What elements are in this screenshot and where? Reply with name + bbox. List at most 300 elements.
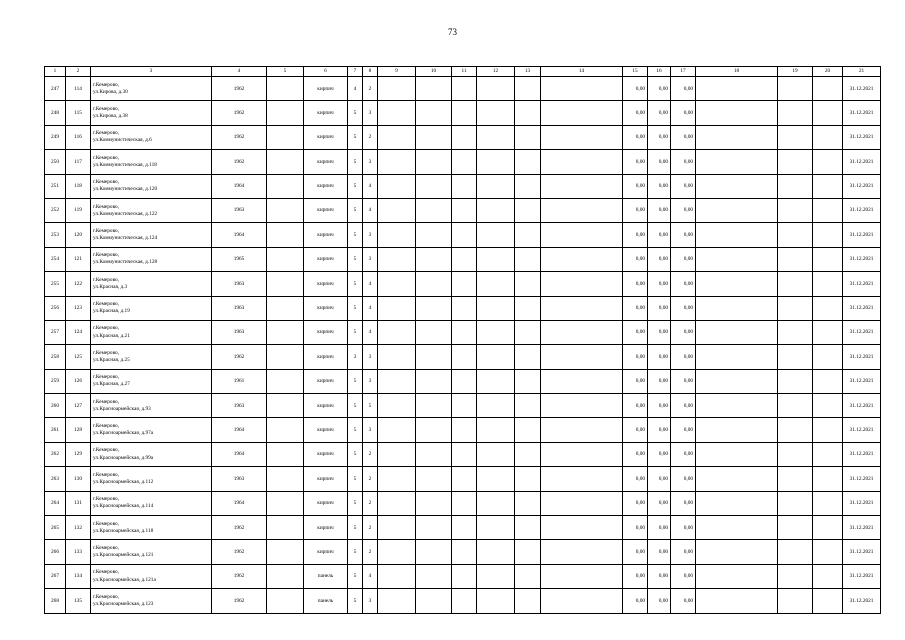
col-13-value bbox=[515, 101, 541, 125]
col-10-value bbox=[416, 223, 452, 247]
col-15-value: 0,00 bbox=[623, 394, 648, 418]
col-12-value bbox=[477, 77, 515, 101]
col-14-value bbox=[541, 150, 623, 174]
column-number-cell: 16 bbox=[648, 67, 671, 77]
entrances: 2 bbox=[363, 467, 378, 491]
col-5-value bbox=[267, 589, 304, 613]
col-5-value bbox=[267, 394, 304, 418]
col-10-value bbox=[416, 125, 452, 149]
wall-material: кирпич bbox=[304, 247, 348, 271]
entrances: 3 bbox=[363, 418, 378, 442]
col-11-value bbox=[452, 77, 477, 101]
column-number-cell: 11 bbox=[452, 67, 477, 77]
deadline-date: 31.12.2021 bbox=[843, 320, 881, 344]
col-16-value: 0,00 bbox=[648, 223, 671, 247]
col-13-value bbox=[515, 150, 541, 174]
col-17-value: 0,00 bbox=[671, 589, 696, 613]
col-16-value: 0,00 bbox=[648, 516, 671, 540]
col-20-value bbox=[813, 394, 843, 418]
floors: 5 bbox=[348, 564, 363, 588]
build-year: 1962 bbox=[212, 125, 267, 149]
col-15-value: 0,00 bbox=[623, 223, 648, 247]
col-15-value: 0,00 bbox=[623, 369, 648, 393]
col-15-value: 0,00 bbox=[623, 77, 648, 101]
col-19-value bbox=[778, 125, 813, 149]
address-cell bbox=[91, 540, 212, 564]
col-16-value: 0,00 bbox=[648, 174, 671, 198]
deadline-date: 31.12.2021 bbox=[843, 418, 881, 442]
wall-material: кирпич bbox=[304, 125, 348, 149]
row-number: 254 bbox=[45, 247, 66, 271]
col-20-value bbox=[813, 564, 843, 588]
deadline-date: 31.12.2021 bbox=[843, 564, 881, 588]
col-20-value bbox=[813, 223, 843, 247]
col-13-value bbox=[515, 320, 541, 344]
address-city: г.Кемерово, bbox=[93, 227, 120, 234]
col-13-value bbox=[515, 198, 541, 222]
col-14-value bbox=[541, 174, 623, 198]
col-17-value: 0,00 bbox=[671, 150, 696, 174]
col-5-value bbox=[267, 101, 304, 125]
table-row bbox=[45, 467, 881, 491]
table-row bbox=[45, 369, 881, 393]
address-city: г.Кемерово, bbox=[93, 276, 120, 283]
row-number: 249 bbox=[45, 125, 66, 149]
col-15-value: 0,00 bbox=[623, 272, 648, 296]
col-13-value bbox=[515, 247, 541, 271]
column-number-cell: 3 bbox=[91, 67, 212, 77]
col-16-value: 0,00 bbox=[648, 467, 671, 491]
col-19-value bbox=[778, 198, 813, 222]
wall-material: кирпич bbox=[304, 467, 348, 491]
item-number: 129 bbox=[66, 442, 91, 466]
address-street: ул.Коммунистическая, д.128 bbox=[93, 259, 158, 266]
col-12-value bbox=[477, 150, 515, 174]
col-16-value: 0,00 bbox=[648, 272, 671, 296]
col-18-value bbox=[696, 223, 778, 247]
col-5-value bbox=[267, 467, 304, 491]
col-20-value bbox=[813, 101, 843, 125]
col-20-value bbox=[813, 296, 843, 320]
item-number: 115 bbox=[66, 101, 91, 125]
col-19-value bbox=[778, 223, 813, 247]
build-year: 1964 bbox=[212, 418, 267, 442]
col-9-value bbox=[378, 296, 416, 320]
col-16-value: 0,00 bbox=[648, 101, 671, 125]
col-10-value bbox=[416, 174, 452, 198]
address-city: г.Кемерово, bbox=[93, 81, 120, 88]
address-city: г.Кемерово, bbox=[93, 520, 120, 527]
col-9-value bbox=[378, 150, 416, 174]
address-street: ул.Красная, д.27 bbox=[93, 381, 130, 388]
floors: 5 bbox=[348, 150, 363, 174]
col-13-value bbox=[515, 272, 541, 296]
col-5-value bbox=[267, 150, 304, 174]
address-cell bbox=[91, 564, 212, 588]
deadline-date: 31.12.2021 bbox=[843, 125, 881, 149]
col-9-value bbox=[378, 442, 416, 466]
col-17-value: 0,00 bbox=[671, 272, 696, 296]
column-number-cell: 1 bbox=[45, 67, 66, 77]
deadline-date: 31.12.2021 bbox=[843, 77, 881, 101]
col-18-value bbox=[696, 101, 778, 125]
col-20-value bbox=[813, 125, 843, 149]
address-city: г.Кемерово, bbox=[93, 179, 120, 186]
col-20-value bbox=[813, 516, 843, 540]
col-10-value bbox=[416, 467, 452, 491]
col-13-value bbox=[515, 174, 541, 198]
col-9-value bbox=[378, 369, 416, 393]
col-16-value: 0,00 bbox=[648, 442, 671, 466]
col-11-value bbox=[452, 442, 477, 466]
item-number: 118 bbox=[66, 174, 91, 198]
entrances: 2 bbox=[363, 442, 378, 466]
table-row bbox=[45, 77, 881, 101]
col-17-value: 0,00 bbox=[671, 394, 696, 418]
address-cell bbox=[91, 198, 212, 222]
floors: 5 bbox=[348, 247, 363, 271]
address-street: ул.Коммунистическая, д.6 bbox=[93, 137, 152, 144]
col-19-value bbox=[778, 272, 813, 296]
deadline-date: 31.12.2021 bbox=[843, 369, 881, 393]
row-number: 252 bbox=[45, 198, 66, 222]
col-13-value bbox=[515, 540, 541, 564]
col-12-value bbox=[477, 589, 515, 613]
address-cell bbox=[91, 125, 212, 149]
col-17-value: 0,00 bbox=[671, 296, 696, 320]
address-cell bbox=[91, 418, 212, 442]
address-city: г.Кемерово, bbox=[93, 398, 120, 405]
housing-register-table bbox=[44, 66, 881, 614]
col-20-value bbox=[813, 589, 843, 613]
build-year: 1963 bbox=[212, 394, 267, 418]
col-9-value bbox=[378, 174, 416, 198]
col-11-value bbox=[452, 125, 477, 149]
column-number-cell: 15 bbox=[623, 67, 648, 77]
table-row bbox=[45, 418, 881, 442]
col-15-value: 0,00 bbox=[623, 125, 648, 149]
deadline-date: 31.12.2021 bbox=[843, 101, 881, 125]
col-14-value bbox=[541, 125, 623, 149]
column-number-cell: 2 bbox=[66, 67, 91, 77]
entrances: 4 bbox=[363, 174, 378, 198]
entrances: 3 bbox=[363, 150, 378, 174]
table-row bbox=[45, 150, 881, 174]
item-number: 121 bbox=[66, 247, 91, 271]
col-5-value bbox=[267, 516, 304, 540]
address-city: г.Кемерово, bbox=[93, 349, 120, 356]
address-street: ул.Красноармейская, д.97а bbox=[93, 430, 154, 437]
build-year: 1962 bbox=[212, 564, 267, 588]
item-number: 124 bbox=[66, 320, 91, 344]
table-row bbox=[45, 296, 881, 320]
floors: 5 bbox=[348, 174, 363, 198]
build-year: 1964 bbox=[212, 223, 267, 247]
col-9-value bbox=[378, 516, 416, 540]
col-15-value: 0,00 bbox=[623, 174, 648, 198]
col-17-value: 0,00 bbox=[671, 247, 696, 271]
col-19-value bbox=[778, 442, 813, 466]
col-13-value bbox=[515, 491, 541, 515]
col-14-value bbox=[541, 296, 623, 320]
row-number: 264 bbox=[45, 491, 66, 515]
entrances: 2 bbox=[363, 125, 378, 149]
column-number-cell: 21 bbox=[843, 67, 881, 77]
item-number: 119 bbox=[66, 198, 91, 222]
col-9-value bbox=[378, 345, 416, 369]
wall-material: кирпич bbox=[304, 442, 348, 466]
col-9-value bbox=[378, 101, 416, 125]
col-19-value bbox=[778, 247, 813, 271]
wall-material: кирпич bbox=[304, 198, 348, 222]
table-row bbox=[45, 394, 881, 418]
floors: 5 bbox=[348, 589, 363, 613]
col-15-value: 0,00 bbox=[623, 296, 648, 320]
row-number: 262 bbox=[45, 442, 66, 466]
build-year: 1963 bbox=[212, 272, 267, 296]
col-13-value bbox=[515, 369, 541, 393]
col-18-value bbox=[696, 150, 778, 174]
col-20-value bbox=[813, 540, 843, 564]
item-number: 128 bbox=[66, 418, 91, 442]
entrances: 2 bbox=[363, 77, 378, 101]
col-15-value: 0,00 bbox=[623, 345, 648, 369]
entrances: 2 bbox=[363, 516, 378, 540]
entrances: 3 bbox=[363, 369, 378, 393]
col-11-value bbox=[452, 467, 477, 491]
col-16-value: 0,00 bbox=[648, 491, 671, 515]
address-cell bbox=[91, 442, 212, 466]
col-13-value bbox=[515, 223, 541, 247]
col-14-value bbox=[541, 394, 623, 418]
row-number: 255 bbox=[45, 272, 66, 296]
col-9-value bbox=[378, 223, 416, 247]
col-12-value bbox=[477, 369, 515, 393]
col-19-value bbox=[778, 369, 813, 393]
col-12-value bbox=[477, 564, 515, 588]
item-number: 135 bbox=[66, 589, 91, 613]
col-17-value: 0,00 bbox=[671, 77, 696, 101]
item-number: 120 bbox=[66, 223, 91, 247]
col-17-value: 0,00 bbox=[671, 125, 696, 149]
wall-material: кирпич bbox=[304, 296, 348, 320]
wall-material: кирпич bbox=[304, 223, 348, 247]
col-16-value: 0,00 bbox=[648, 320, 671, 344]
col-13-value bbox=[515, 418, 541, 442]
col-11-value bbox=[452, 345, 477, 369]
address-street: ул.Коммунистическая, д.122 bbox=[93, 210, 158, 217]
col-20-value bbox=[813, 369, 843, 393]
col-10-value bbox=[416, 418, 452, 442]
col-17-value: 0,00 bbox=[671, 540, 696, 564]
col-11-value bbox=[452, 394, 477, 418]
col-15-value: 0,00 bbox=[623, 198, 648, 222]
build-year: 1962 bbox=[212, 101, 267, 125]
col-11-value bbox=[452, 272, 477, 296]
col-12-value bbox=[477, 272, 515, 296]
deadline-date: 31.12.2021 bbox=[843, 223, 881, 247]
floors: 5 bbox=[348, 101, 363, 125]
col-5-value bbox=[267, 540, 304, 564]
table-row bbox=[45, 345, 881, 369]
col-15-value: 0,00 bbox=[623, 516, 648, 540]
col-10-value bbox=[416, 198, 452, 222]
row-number: 258 bbox=[45, 345, 66, 369]
col-5-value bbox=[267, 174, 304, 198]
row-number: 251 bbox=[45, 174, 66, 198]
col-9-value bbox=[378, 540, 416, 564]
col-16-value: 0,00 bbox=[648, 369, 671, 393]
table-row bbox=[45, 540, 881, 564]
address-street: ул.Красноармейская, д.121а bbox=[93, 576, 156, 583]
build-year: 1962 bbox=[212, 345, 267, 369]
row-number: 263 bbox=[45, 467, 66, 491]
address-cell bbox=[91, 589, 212, 613]
entrances: 4 bbox=[363, 320, 378, 344]
col-16-value: 0,00 bbox=[648, 296, 671, 320]
col-14-value bbox=[541, 77, 623, 101]
entrances: 2 bbox=[363, 540, 378, 564]
col-14-value bbox=[541, 540, 623, 564]
deadline-date: 31.12.2021 bbox=[843, 247, 881, 271]
table-row bbox=[45, 174, 881, 198]
address-cell bbox=[91, 320, 212, 344]
table-row bbox=[45, 272, 881, 296]
col-15-value: 0,00 bbox=[623, 564, 648, 588]
entrances: 3 bbox=[363, 345, 378, 369]
deadline-date: 31.12.2021 bbox=[843, 467, 881, 491]
col-11-value bbox=[452, 516, 477, 540]
col-17-value: 0,00 bbox=[671, 467, 696, 491]
col-9-value bbox=[378, 272, 416, 296]
deadline-date: 31.12.2021 bbox=[843, 589, 881, 613]
address-cell bbox=[91, 150, 212, 174]
address-city: г.Кемерово, bbox=[93, 130, 120, 137]
address-street: ул.Красная, д.19 bbox=[93, 308, 130, 315]
table-row bbox=[45, 491, 881, 515]
col-18-value bbox=[696, 418, 778, 442]
address-city: г.Кемерово, bbox=[93, 447, 120, 454]
col-12-value bbox=[477, 320, 515, 344]
column-number-cell: 13 bbox=[515, 67, 541, 77]
col-19-value bbox=[778, 418, 813, 442]
row-number: 265 bbox=[45, 516, 66, 540]
item-number: 114 bbox=[66, 77, 91, 101]
col-20-value bbox=[813, 442, 843, 466]
col-5-value bbox=[267, 247, 304, 271]
col-17-value: 0,00 bbox=[671, 491, 696, 515]
col-10-value bbox=[416, 247, 452, 271]
col-10-value bbox=[416, 272, 452, 296]
build-year: 1962 bbox=[212, 77, 267, 101]
col-12-value bbox=[477, 394, 515, 418]
col-14-value bbox=[541, 272, 623, 296]
build-year: 1964 bbox=[212, 442, 267, 466]
address-city: г.Кемерово, bbox=[93, 301, 120, 308]
address-cell bbox=[91, 491, 212, 515]
column-number-cell: 7 bbox=[348, 67, 363, 77]
col-11-value bbox=[452, 320, 477, 344]
wall-material: кирпич bbox=[304, 101, 348, 125]
col-18-value bbox=[696, 77, 778, 101]
row-number: 256 bbox=[45, 296, 66, 320]
table-row bbox=[45, 320, 881, 344]
col-18-value bbox=[696, 369, 778, 393]
col-10-value bbox=[416, 516, 452, 540]
col-19-value bbox=[778, 516, 813, 540]
col-20-value bbox=[813, 467, 843, 491]
col-12-value bbox=[477, 418, 515, 442]
item-number: 134 bbox=[66, 564, 91, 588]
col-11-value bbox=[452, 247, 477, 271]
deadline-date: 31.12.2021 bbox=[843, 516, 881, 540]
address-city: г.Кемерово, bbox=[93, 593, 120, 600]
col-15-value: 0,00 bbox=[623, 467, 648, 491]
col-10-value bbox=[416, 394, 452, 418]
build-year: 1965 bbox=[212, 247, 267, 271]
col-5-value bbox=[267, 296, 304, 320]
col-5-value bbox=[267, 77, 304, 101]
col-20-value bbox=[813, 418, 843, 442]
row-number: 268 bbox=[45, 589, 66, 613]
col-11-value bbox=[452, 101, 477, 125]
floors: 5 bbox=[348, 223, 363, 247]
item-number: 123 bbox=[66, 296, 91, 320]
col-13-value bbox=[515, 564, 541, 588]
address-cell bbox=[91, 174, 212, 198]
column-number-cell: 6 bbox=[304, 67, 348, 77]
address-street: ул.Красноармейская, д.112 bbox=[93, 478, 154, 485]
col-12-value bbox=[477, 540, 515, 564]
column-number-cell: 8 bbox=[363, 67, 378, 77]
floors: 3 bbox=[348, 345, 363, 369]
item-number: 126 bbox=[66, 369, 91, 393]
col-18-value bbox=[696, 174, 778, 198]
col-13-value bbox=[515, 467, 541, 491]
col-16-value: 0,00 bbox=[648, 418, 671, 442]
col-9-value bbox=[378, 198, 416, 222]
col-16-value: 0,00 bbox=[648, 247, 671, 271]
col-18-value bbox=[696, 345, 778, 369]
col-10-value bbox=[416, 150, 452, 174]
entrances: 3 bbox=[363, 223, 378, 247]
table-row bbox=[45, 101, 881, 125]
floors: 5 bbox=[348, 394, 363, 418]
item-number: 125 bbox=[66, 345, 91, 369]
col-9-value bbox=[378, 589, 416, 613]
address-street: ул.Красноармейская, д.118 bbox=[93, 527, 154, 534]
deadline-date: 31.12.2021 bbox=[843, 198, 881, 222]
build-year: 1964 bbox=[212, 491, 267, 515]
build-year: 1962 bbox=[212, 516, 267, 540]
floors: 5 bbox=[348, 442, 363, 466]
col-20-value bbox=[813, 320, 843, 344]
address-cell bbox=[91, 369, 212, 393]
col-17-value: 0,00 bbox=[671, 345, 696, 369]
address-street: ул.Кирова, д.38 bbox=[93, 113, 128, 120]
wall-material: кирпич bbox=[304, 369, 348, 393]
col-9-value bbox=[378, 247, 416, 271]
col-13-value bbox=[515, 394, 541, 418]
build-year: 1963 bbox=[212, 320, 267, 344]
item-number: 131 bbox=[66, 491, 91, 515]
col-13-value bbox=[515, 125, 541, 149]
deadline-date: 31.12.2021 bbox=[843, 442, 881, 466]
address-street: ул.Красная, д.3 bbox=[93, 283, 128, 290]
col-12-value bbox=[477, 345, 515, 369]
wall-material: кирпич bbox=[304, 150, 348, 174]
address-cell bbox=[91, 516, 212, 540]
